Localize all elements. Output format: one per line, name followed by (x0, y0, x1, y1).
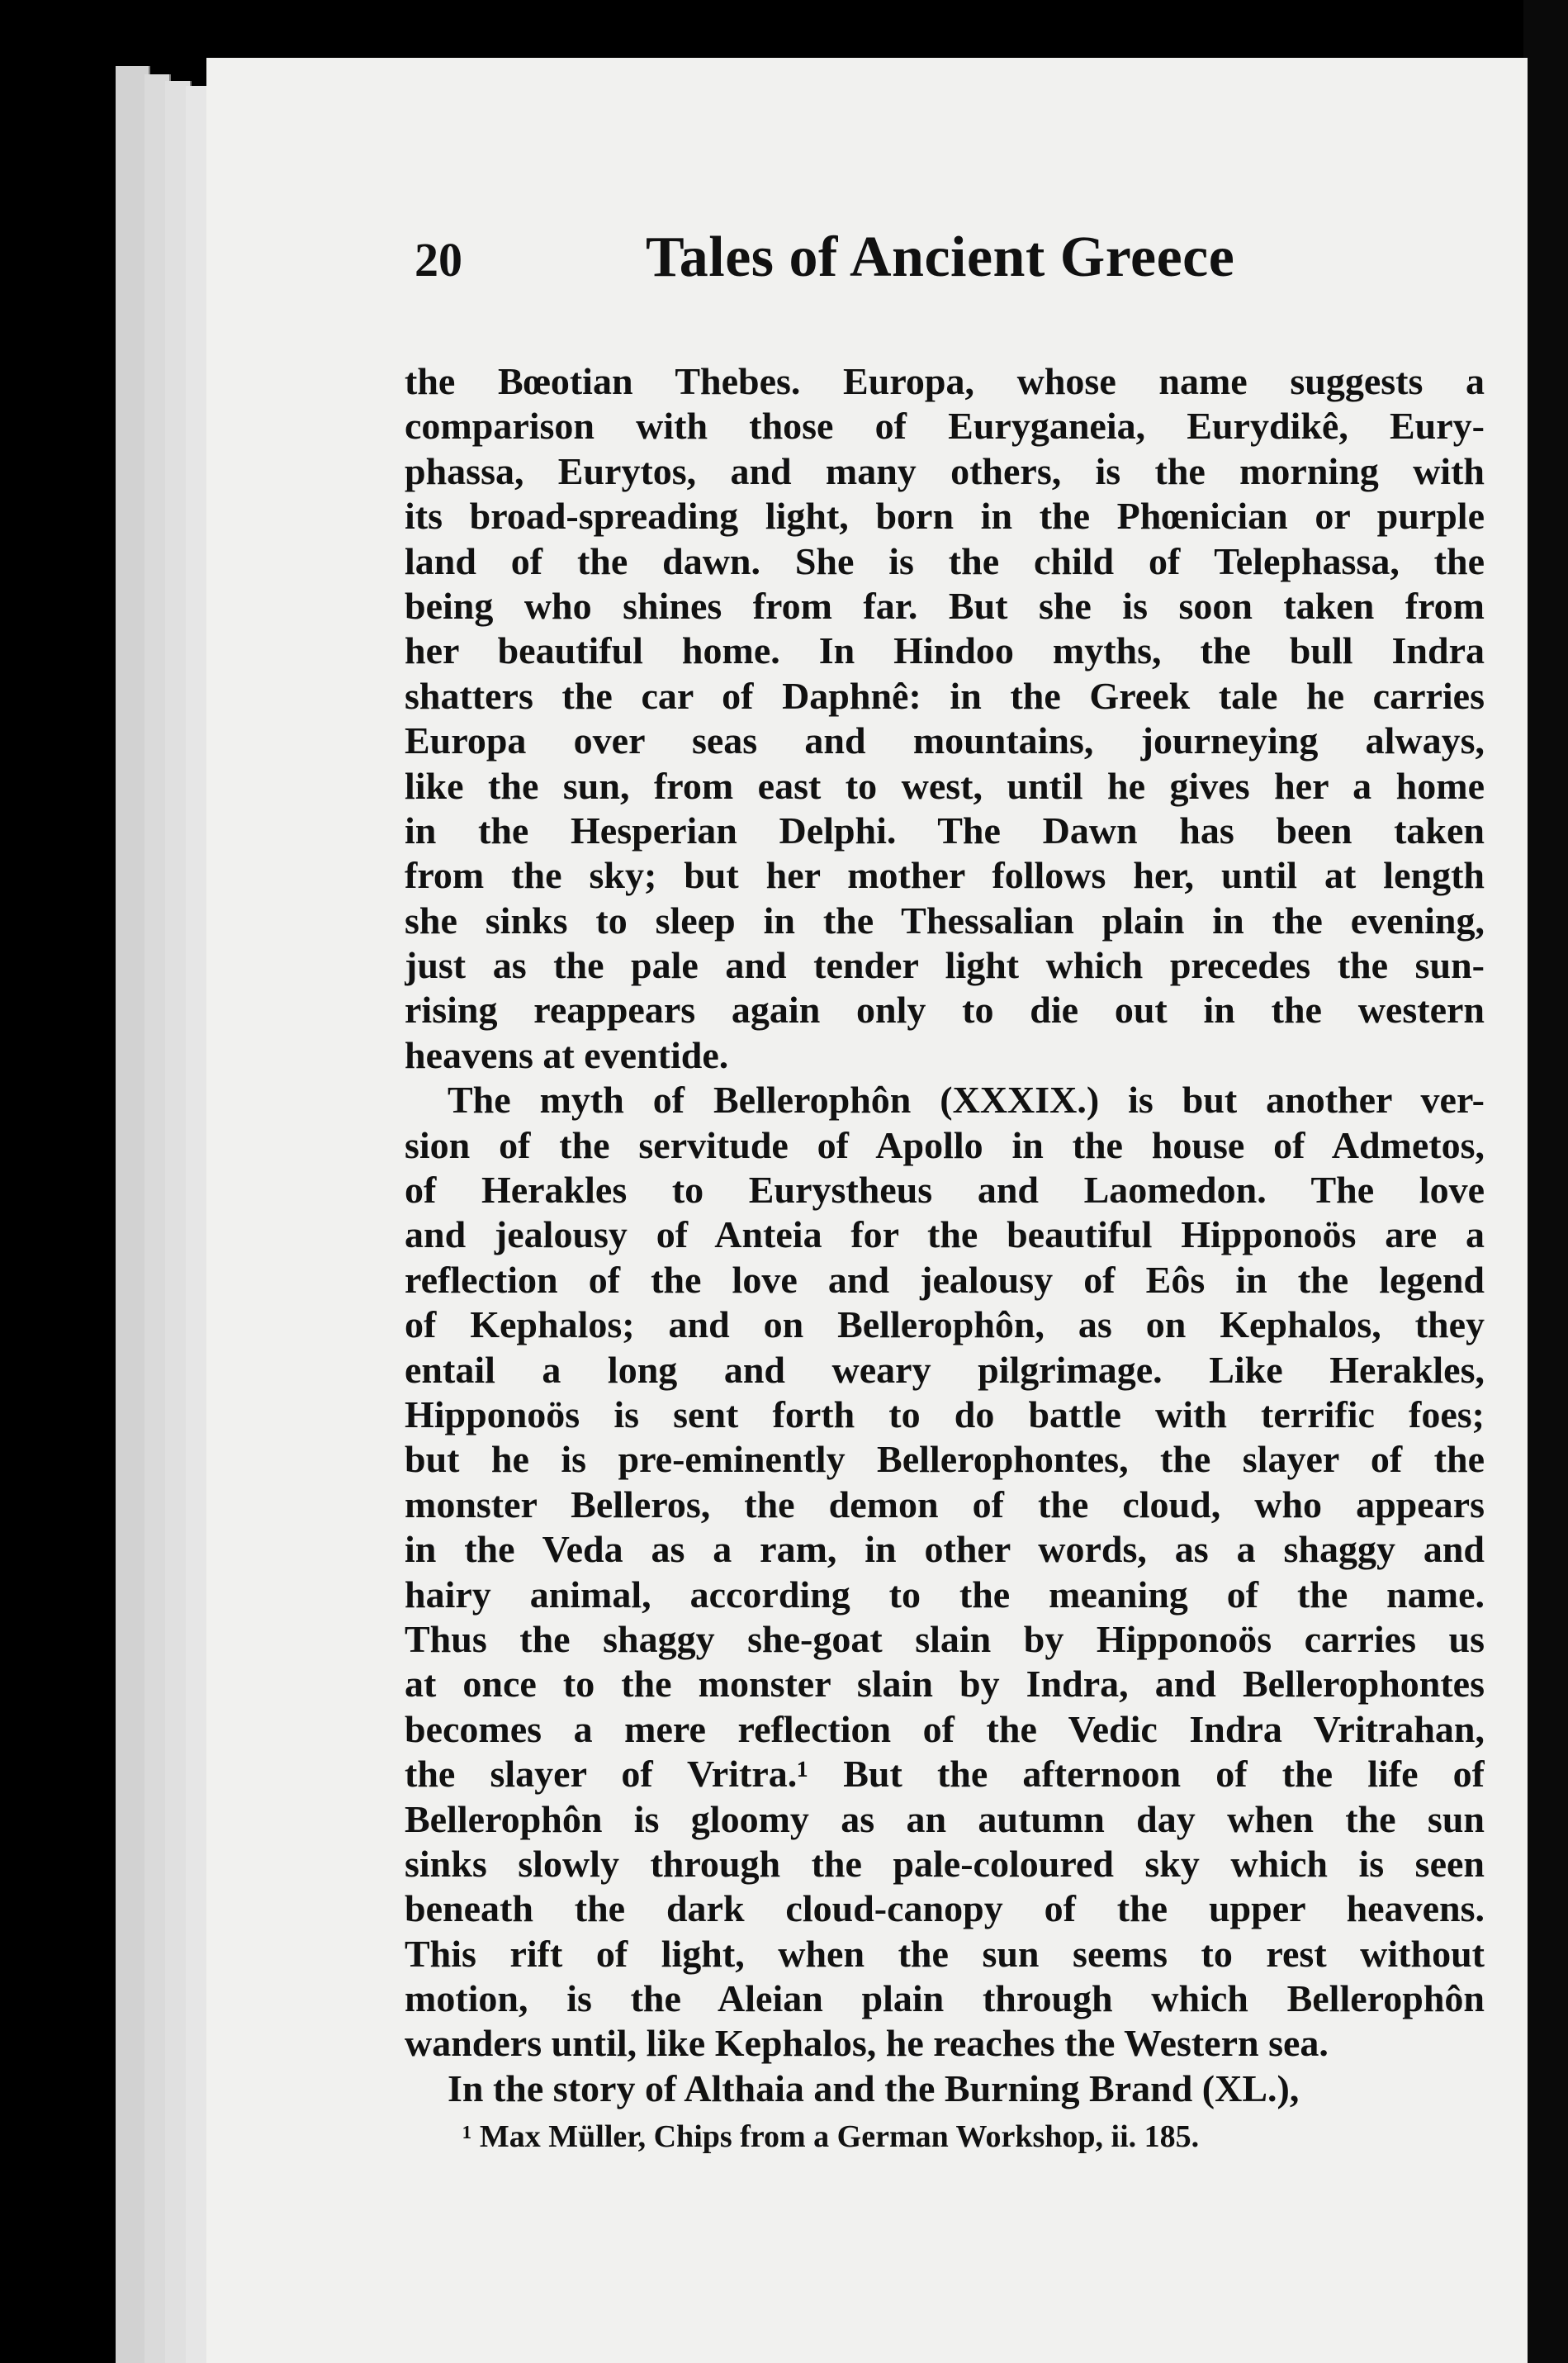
text-line: like the sun, from east to west, until he gives her a home (405, 764, 1485, 807)
text-line: from the sky; but her mother follows her, until at length (405, 854, 1485, 897)
footnote: ¹ Max Müller, Chips from a German Workshop, ii. 185. (462, 2119, 1200, 2155)
text-line: Bellerophôn is gloomy as an autumn day when the sun (405, 1797, 1485, 1840)
text-line: its broad-spreading light, born in the Phœnician or purple (405, 495, 1485, 538)
text-line: sion of the servitude of Apollo in the house of Admetos, (405, 1123, 1485, 1166)
text-line: rising reappears again only to die out in the western (405, 989, 1485, 1032)
text-line: phassa, Eurytos, and many others, is the morning with (405, 449, 1485, 492)
text-line: The myth of Bellerophôn (XXXIX.) is but another ver- (448, 1079, 1485, 1122)
text-line: In the story of Althaia and the Burning Brand (XL.), (448, 2066, 1300, 2109)
text-line: motion, is the Aleian plain through which Bellerophôn (405, 1977, 1485, 2020)
text-line: reflection of the love and jealousy of Eôs in the legend (405, 1258, 1485, 1301)
text-line: shatters the car of Daphnê: in the Greek tale he carries (405, 674, 1485, 717)
text-line: her beautiful home. In Hindoo myths, the bull Indra (405, 629, 1485, 672)
text-line: land of the dawn. She is the child of Telephassa, the (405, 539, 1485, 582)
text-line: of Herakles to Eurystheus and Laomedon. The love (405, 1169, 1485, 1212)
text-line: being who shines from far. But she is soon taken from (405, 584, 1485, 627)
text-line: Hipponoös is sent forth to do battle with terrific foes; (405, 1393, 1485, 1435)
text-line: the slayer of Vritra.¹ But the afternoon of the life of (405, 1753, 1485, 1796)
text-line: comparison with those of Euryganeia, Eurydikê, Eury- (405, 405, 1485, 448)
text-line: sinks slowly through the pale-coloured sky which is seen (405, 1842, 1485, 1885)
text-line: but he is pre-eminently Bellerophontes, the slayer of the (405, 1438, 1485, 1481)
body-text (405, 359, 1485, 2111)
text-line: just as the pale and tender light which precedes the sun- (405, 944, 1485, 987)
text-line: wanders until, like Kephalos, he reaches the Western sea. (405, 2022, 1329, 2065)
text-line: she sinks to sleep in the Thessalian plain in the evening, (405, 899, 1485, 942)
running-title: Tales of Ancient Greece (646, 225, 1235, 289)
text-line: Europa over seas and mountains, journeying always, (405, 719, 1485, 762)
running-head (415, 225, 1485, 359)
text-line: This rift of light, when the sun seems to rest without (405, 1932, 1485, 1975)
text-line: beneath the dark cloud-canopy of the upper heavens. (405, 1887, 1485, 1930)
text-line: and jealousy of Anteia for the beautiful Hipponoös are a (405, 1213, 1485, 1256)
text-line: hairy animal, according to the meaning of the name. (405, 1573, 1485, 1616)
text-line: monster Belleros, the demon of the cloud, who appears (405, 1483, 1485, 1526)
text-line: of Kephalos; and on Bellerophôn, as on Kephalos, they (405, 1303, 1485, 1346)
text-line: heavens at eventide. (405, 1033, 729, 1076)
page-number: 20 (415, 233, 462, 287)
book-page (206, 58, 1528, 2363)
text-line: in the Veda as a ram, in other words, as a shaggy and (405, 1528, 1485, 1571)
text-line: entail a long and weary pilgrimage. Like Herakles, (405, 1348, 1485, 1391)
text-line: the Bœotian Thebes. Europa, whose name suggests a (405, 360, 1485, 402)
text-line: in the Hesperian Delphi. The Dawn has been taken (405, 809, 1485, 852)
text-line: at once to the monster slain by Indra, and Bellerophontes (405, 1663, 1485, 1706)
text-line: becomes a mere reflection of the Vedic Indra Vritrahan, (405, 1707, 1485, 1750)
text-block (405, 225, 1485, 2156)
scan-border (1523, 0, 1568, 2363)
text-line: Thus the shaggy she-goat slain by Hipponoös carries us (405, 1617, 1485, 1660)
